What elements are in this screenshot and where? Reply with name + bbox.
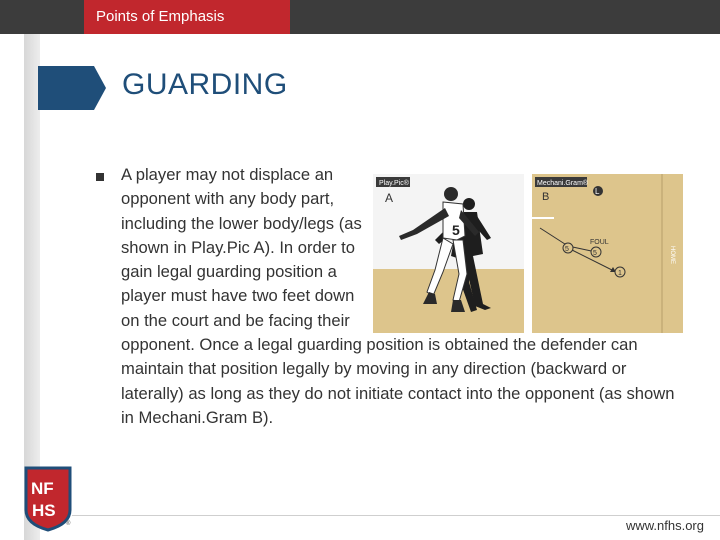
footer-url: www.nfhs.org [625,518,704,533]
slide-title: GUARDING [122,68,288,101]
nfhs-logo-icon [24,466,72,532]
foul-label: FOUL [590,239,609,246]
section-label: Points of Emphasis [84,0,290,34]
bullet-icon [96,173,104,181]
playpic-badge: Play.Pic® [379,180,409,187]
mechanigram-image [532,174,683,333]
registered-mark: ® [66,521,71,527]
jersey-number: 5 [452,222,460,238]
home-label: HOME [669,246,675,264]
mechanigram-letter: B [542,191,550,203]
body-paragraph: A player may not displace an opponent with any body part, including the lower body/legs (as shown in Play.Pic A). In order to gain legal guarding position a player must have two feet down on the court and be facing their opponent. Once a legal guarding position is obtained the defender can maintain that position legally by moving in any direction (backward or laterally) as long as they do not initiate contact into the opponent (as shown in Mechani.Gram B). [121,165,675,427]
playpic-letter: A [385,191,394,205]
player-1-marker: 1 [618,270,622,277]
playpic-image [373,174,524,333]
footer-divider [72,515,720,516]
player-5-marker: 5 [565,246,569,253]
svg-text:NF: NF [31,479,54,498]
player-5-second-marker: 5 [593,250,597,257]
player-l-label: L [595,187,600,196]
title-arrow-icon [38,66,106,110]
svg-text:HS: HS [32,501,56,520]
mechanigram-badge: Mechani.Gram® [537,180,589,187]
